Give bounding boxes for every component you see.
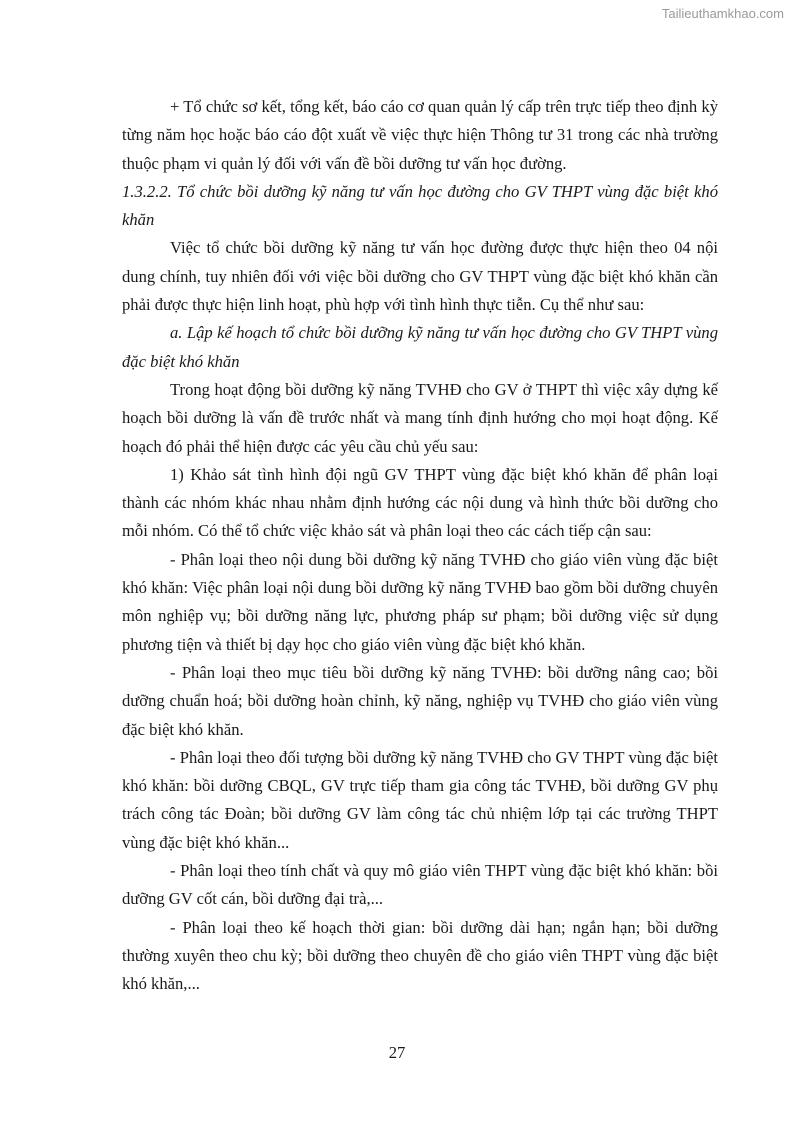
paragraph-survey: 1) Khảo sát tình hình đội ngũ GV THPT vùng đặc biệt khó khăn để phân loại thành các nhóm khác nhau nhằm định hướng các nội dung và hình thức bồi dưỡng cho mỗi nhóm. Có thể tổ chức việc khảo sát và phân loại theo các cách tiếp cận sau: — [122, 464, 718, 541]
list-item-schedule: - Phân loại theo kế hoạch thời gian: bồi dưỡng dài hạn; ngắn hạn; bồi dưỡng thường xuyên theo chu kỳ; bồi dưỡng theo chuyên đề cho giáo viên THPT vùng đặc biệt khó khăn,... — [122, 917, 718, 994]
subsection-heading: a. Lập kế hoạch tổ chức bồi dưỡng kỹ năng tư vấn học đường cho GV THPT vùng đặc biệt khó khăn — [122, 323, 718, 371]
section-heading: 1.3.2.2. Tổ chức bồi dưỡng kỹ năng tư vấn học đường cho GV THPT vùng đặc biệt khó khăn — [122, 181, 718, 230]
paragraph-report: + Tổ chức sơ kết, tổng kết, báo cáo cơ quan quản lý cấp trên trực tiếp theo định kỳ từng năm học hoặc báo cáo đột xuất về việc thực hiện Thông tư 31 trong các nhà trường thuộc phạm vi quản lý đối với vấn đề bồi dưỡng tư vấn học đường. — [122, 97, 718, 173]
list-item-target: - Phân loại theo đối tượng bồi dưỡng kỹ năng TVHĐ cho GV THPT vùng đặc biệt khó khăn: bồi dưỡng CBQL, GV trực tiếp tham gia công tác TVHĐ, bồi dưỡng GV phụ trách công tác Đoàn; bồi dưỡng GV làm công tác chủ nhiệm lớp tại các trường THPT vùng đặc biệt khó khăn... — [122, 747, 718, 852]
document-body — [122, 93, 718, 999]
list-item-goal: - Phân loại theo mục tiêu bồi dưỡng kỹ năng TVHĐ: bồi dưỡng nâng cao; bồi dưỡng chuẩn hoá; bồi dưỡng hoàn chỉnh, kỹ năng, nghiệp vụ TVHĐ cho giáo viên vùng đặc biệt khó khăn. — [122, 662, 718, 739]
watermark: Tailieuthamkhao.com — [661, 6, 784, 21]
list-item-content: - Phân loại theo nội dung bồi dưỡng kỹ năng TVHĐ cho giáo viên vùng đặc biệt khó khăn: Việc phân loại nội dung bồi dưỡng kỹ năng TVHĐ bao gồm bồi dưỡng chuyên môn nghiệp vụ; bồi dưỡng năng lực, phương pháp sư phạm; bồi dưỡng việc sử dụng phương tiện và thiết bị dạy học cho giáo viên vùng đặc biệt khó khăn. — [122, 549, 718, 654]
paragraph-intro: Việc tổ chức bồi dưỡng kỹ năng tư vấn học đường được thực hiện theo 04 nội dung chính, tuy nhiên đối với việc bồi dưỡng cho GV THPT vùng đặc biệt khó khăn cần phải được thực hiện linh hoạt, phù hợp với tình hình thực tiễn. Cụ thể như sau: — [122, 238, 718, 315]
page-number: 27 — [388, 1043, 406, 1062]
list-item-scale: - Phân loại theo tính chất và quy mô giáo viên THPT vùng đặc biệt khó khăn: bồi dưỡng GV cốt cán, bồi dưỡng đại trà,... — [122, 861, 718, 909]
paragraph-planning: Trong hoạt động bồi dưỡng kỹ năng TVHĐ cho GV ở THPT thì việc xây dựng kế hoạch bồi dưỡng là vấn đề trước nhất và mang tính định hướng cho mọi hoạt động. Kế hoạch đó phải thể hiện được các yêu cầu chủ yếu sau: — [122, 379, 718, 456]
